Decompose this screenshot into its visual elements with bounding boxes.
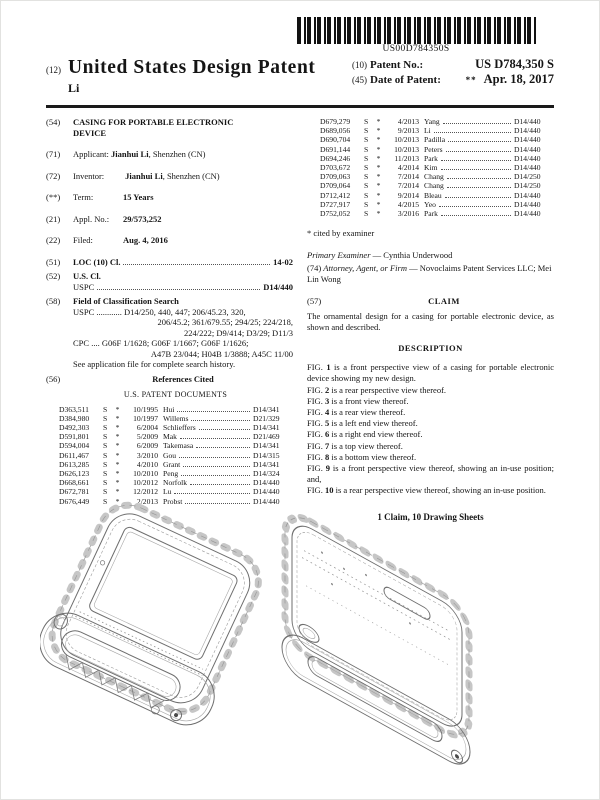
inventor-surname: Li [68,81,80,95]
loc-value: LOC (10) Cl. 14-02 [73,256,293,267]
claim-text: The ornamental design for a casing for portable electronic device, as shown and described. [307,311,554,333]
date-tag: (45) [352,75,367,85]
title-tag: (54) [46,117,61,127]
term-tag: (**) [46,192,61,202]
invention-title: CASING FOR PORTABLE ELECTRONIC DEVICE [73,117,234,138]
barcode-block [293,17,539,54]
field-search-lines [73,307,293,370]
us-class-field [46,271,293,292]
search-line: 206/45.2; 361/679.55; 294/25; 224/218, [157,317,293,327]
right-column [307,117,554,522]
search-line: See application file for complete search history. [73,359,236,369]
applicant-field [46,149,293,160]
claim-sheets-summary: 1 Claim, 10 Drawing Sheets [377,511,484,522]
header [46,57,554,96]
us-cl-tag: (52) [46,271,61,281]
inventor-field [46,171,293,182]
barcode-image [293,17,539,44]
appl-no-value: Appl. No.: 29/573,252 [73,213,162,224]
figure-description: FIG. 1 is a front perspective view of a casing for portable electronic device showing my new design. [307,362,554,384]
reference-row: D613,285 S * 4/2010 Grant D14/341 [59,459,280,469]
reference-row: D679,279 S * 4/2013 Yang D14/440 [320,117,541,126]
figure-description: FIG. 9 is a front perspective view thereof, showing an in-use position; and, [307,463,554,485]
header-left [46,57,315,96]
patent-no-tag: (10) [352,60,367,70]
search-line: A47B 23/044; H04B 1/3888; A45C 11/00 [150,348,293,359]
filed-field [46,235,293,246]
figure-description: FIG. 2 is a rear perspective view thereof. [307,384,447,395]
loc-tag: (51) [46,256,61,267]
header-right [352,57,554,96]
claim-tag: (57) [307,296,322,307]
reference-row: D703,672 S * 4/2014 Kim D14/440 [320,163,541,173]
reference-row: D712,412 S * 9/2014 Bleau D14/440 [320,190,541,200]
filed-tag: (22) [46,235,61,245]
cited-by-examiner-note: * cited by examiner [307,228,375,239]
figure-description: FIG. 4 is a rear view thereof. [307,407,406,418]
casing-figures-drawing [40,490,570,795]
inventor-value: Inventor: Jianhui Li, Shenzhen (CN) [73,170,220,181]
reference-row: D691,144 S * 10/2013 Peters D14/440 [320,144,541,154]
reference-row: D384,980 S * 10/1997 Willems D21/329 [59,413,280,423]
reference-row: D709,063 S * 7/2014 Chang D14/250 [320,172,541,182]
reference-row: D689,056 S * 9/2013 Li D14/440 [320,126,541,136]
reference-row: D672,781 S * 12/2012 Lu D14/440 [59,487,280,497]
reference-row: D668,661 S * 10/2012 Norfolk D14/440 [59,478,280,488]
figure-description: FIG. 10 is a rear perspective view thereof, showing an in-use position. [307,485,546,496]
filed-value: Filed: Aug. 4, 2016 [73,235,168,245]
reference-row: D752,052 S * 3/2016 Park D14/440 [320,209,541,219]
document-type-title: United States Design Patent [68,57,316,78]
search-line: USPC ............ D14/250, 440, 447; 206/45.23, 320, [73,306,246,317]
appl-no-field [46,214,293,225]
field-search-tag: (58) [46,296,61,306]
header-divider-rule [46,105,554,108]
kind-code-tag: (12) [46,65,61,75]
search-line: CPC .... G06F 1/1628; G06F 1/1667; G06F 1/1626; [73,338,249,348]
figure-description: FIG. 5 is a left end view thereof. [307,418,418,429]
references-tag: (56) [46,373,61,384]
field-search-content: Field of Classification Search USPC ............ D14/250, 440, 447; 206/45.23, 320, 206/45.2; 361/679.55; 294/25; 224/218, 224/222; D9/414; D3/29; D11/3 CPC .... G06F 1/1628; G06F 1/1667; G06F 1/1626; A47B 23/044; H04B 1/3888; A45C 11/00 See application file for complete search history. [73,296,293,369]
us-patent-documents-subtitle: U.S. PATENT DOCUMENTS [123,389,228,399]
us-cl-value: U.S. Cl. USPC D14/440 [73,271,293,292]
reference-row: D591,801 S * 5/2009 Mak D21/469 [59,432,280,442]
rear-perspective-figure [282,505,470,772]
figure-description: FIG. 7 is a top view thereof. [307,440,403,451]
loc-class-field [46,257,293,268]
references-cited-header [46,374,293,384]
reference-row: D626,123 S * 10/2010 Peng D14/324 [59,468,280,478]
primary-examiner-line: Primary Examiner — Cynthia Underwood [307,250,453,261]
reference-row: D611,467 S * 3/2010 Gou D14/315 [59,450,280,460]
reference-row: D676,449 S * 2/2013 Probst D14/440 [59,496,280,506]
references-title: References Cited [152,373,214,384]
date-label: Date of Patent: [370,74,441,86]
term-field [46,192,293,203]
figure-descriptions [307,362,554,496]
figure-description: FIG. 8 is a bottom view thereof. [307,451,417,462]
drawing-sheet [40,490,570,795]
attorney-line: (74) Attorney, Agent, or Firm — Novoclaims Patent Services LLC; Mei Lin Wong [307,263,552,285]
body-columns [46,117,554,522]
reference-row: D709,064 S * 7/2014 Chang D14/250 [320,181,541,191]
applicant-tag: (71) [46,149,61,159]
claim-header [307,296,554,306]
references-table-right [307,117,554,218]
front-perspective-figure [40,492,275,735]
reference-row: D694,246 S * 11/2013 Park D14/440 [320,153,541,163]
term-value: Term: 15 Years [73,192,154,202]
claim-title: CLAIM [428,296,460,307]
figure-description: FIG. 6 is a right end view thereof. [307,429,423,440]
title-field [46,117,293,138]
reference-row: D594,004 S * 6/2009 Takemasa D14/341 [59,441,280,451]
patent-number: US D784,350 S [475,57,554,71]
reference-row: D727,917 S * 4/2015 Yeo D14/440 [320,199,541,209]
patent-no-label: Patent No.: [370,59,424,71]
reference-row: D492,303 S * 6/2004 Schlieffers D14/341 [59,422,280,432]
reference-row: D363,511 S * 10/1995 Hui D14/341 [59,404,280,414]
inventor-tag: (72) [46,170,61,181]
field-of-search [46,296,293,370]
figure-description: FIG. 3 is a front view thereof. [307,395,409,406]
search-line: 224/222; D9/414; D3/29; D11/3 [183,327,293,338]
date-of-patent: ** Apr. 18, 2017 [465,72,554,86]
description-title: DESCRIPTION [398,343,463,354]
left-column [46,117,293,522]
barcode-label: US00D784350S [382,44,450,54]
term-stars: ** [465,75,477,85]
appl-no-tag: (21) [46,213,61,224]
reference-row: D690,704 S * 10/2013 Padilla D14/440 [320,135,541,145]
applicant-value: Applicant: Jianhui Li, Shenzhen (CN) [73,149,206,159]
